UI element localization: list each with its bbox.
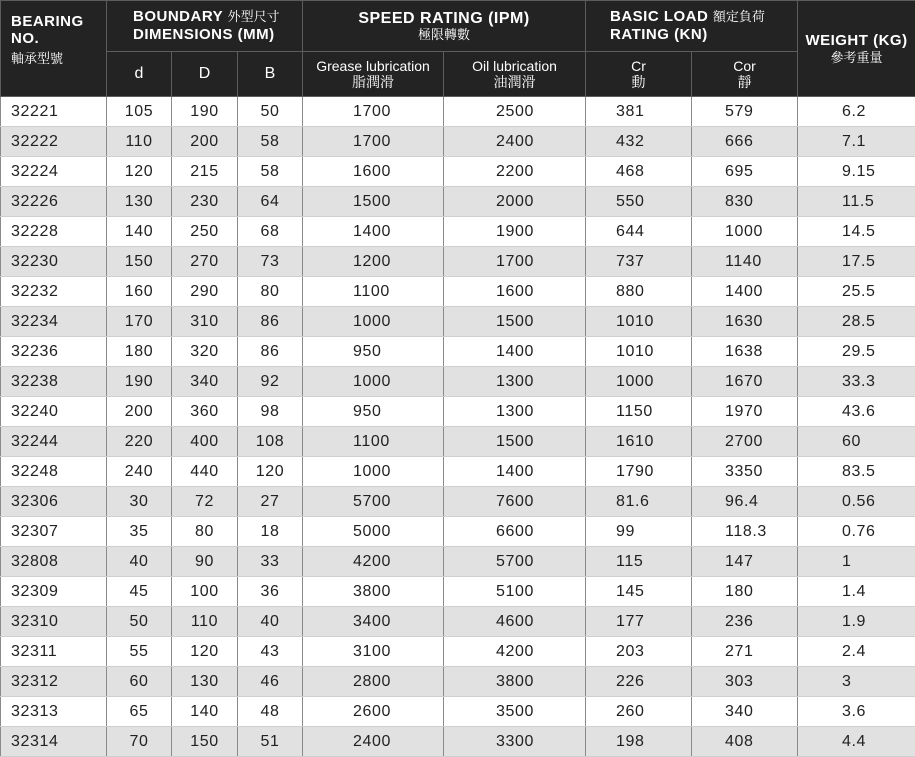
cell-cr-load: 99 [586, 517, 692, 547]
cell-width-B: 98 [238, 397, 303, 427]
cell-cr-load: 145 [586, 577, 692, 607]
cell-bearing-no: 32248 [1, 457, 107, 487]
cell-grease-speed: 3100 [303, 637, 444, 667]
cell-grease-speed: 1600 [303, 157, 444, 187]
cell-cr-load: 1010 [586, 337, 692, 367]
cell-weight: 6.2 [798, 97, 915, 127]
cell-weight: 1 [798, 547, 915, 577]
cell-oil-speed: 3800 [444, 667, 586, 697]
cell-oil-speed: 4200 [444, 637, 586, 667]
table-row [1, 577, 915, 607]
cell-weight: 4.4 [798, 727, 915, 757]
cell-width-B: 120 [238, 457, 303, 487]
cell-outer-D: 130 [172, 667, 238, 697]
header-sub-d: d [107, 52, 172, 97]
header-load [586, 1, 798, 52]
cell-bore-d: 160 [107, 277, 172, 307]
cell-oil-speed: 1900 [444, 217, 586, 247]
cell-bearing-no: 32808 [1, 547, 107, 577]
cell-cor-load: 1630 [692, 307, 798, 337]
header-bearing-no-zh: 軸承型號 [11, 51, 64, 66]
cell-weight: 9.15 [798, 157, 915, 187]
cell-weight: 60 [798, 427, 915, 457]
cell-width-B: 36 [238, 577, 303, 607]
cell-cr-load: 880 [586, 277, 692, 307]
cell-outer-D: 250 [172, 217, 238, 247]
cell-bore-d: 30 [107, 487, 172, 517]
cell-cr-load: 1010 [586, 307, 692, 337]
table-row [1, 127, 915, 157]
cell-bearing-no: 32222 [1, 127, 107, 157]
header-load-zh: 額定負荷 [712, 9, 765, 24]
cell-outer-D: 215 [172, 157, 238, 187]
cell-cr-load: 432 [586, 127, 692, 157]
cell-weight: 7.1 [798, 127, 915, 157]
cell-bore-d: 55 [107, 637, 172, 667]
cell-weight: 29.5 [798, 337, 915, 367]
cell-bearing-no: 32244 [1, 427, 107, 457]
header-sub-grease [303, 52, 444, 97]
cell-cor-load: 2700 [692, 427, 798, 457]
cell-weight: 3.6 [798, 697, 915, 727]
cell-bore-d: 130 [107, 187, 172, 217]
cell-cor-load: 1670 [692, 367, 798, 397]
cell-oil-speed: 1400 [444, 337, 586, 367]
cell-weight: 28.5 [798, 307, 915, 337]
cell-cr-load: 1790 [586, 457, 692, 487]
cell-bore-d: 35 [107, 517, 172, 547]
cell-oil-speed: 1500 [444, 427, 586, 457]
table-row [1, 667, 915, 697]
cell-grease-speed: 1000 [303, 367, 444, 397]
cell-bore-d: 120 [107, 157, 172, 187]
cell-grease-speed: 1000 [303, 457, 444, 487]
table-row [1, 637, 915, 667]
cell-cor-load: 147 [692, 547, 798, 577]
cell-outer-D: 310 [172, 307, 238, 337]
cell-width-B: 68 [238, 217, 303, 247]
cell-bearing-no: 32306 [1, 487, 107, 517]
cell-weight: 1.4 [798, 577, 915, 607]
cell-outer-D: 80 [172, 517, 238, 547]
table-row [1, 277, 915, 307]
cell-bore-d: 70 [107, 727, 172, 757]
cell-outer-D: 320 [172, 337, 238, 367]
cell-grease-speed: 1700 [303, 127, 444, 157]
cell-width-B: 27 [238, 487, 303, 517]
cell-oil-speed: 5100 [444, 577, 586, 607]
cell-width-B: 108 [238, 427, 303, 457]
cell-outer-D: 290 [172, 277, 238, 307]
cell-oil-speed: 1300 [444, 367, 586, 397]
cell-oil-speed: 1500 [444, 307, 586, 337]
cell-cr-load: 381 [586, 97, 692, 127]
cell-cor-load: 579 [692, 97, 798, 127]
cell-outer-D: 110 [172, 607, 238, 637]
cell-cr-load: 260 [586, 697, 692, 727]
header-load-en2: RATING (KN) [610, 26, 708, 43]
table-row [1, 337, 915, 367]
header-speed-en: SPEED RATING (IPM) [358, 9, 530, 27]
cell-grease-speed: 3800 [303, 577, 444, 607]
cell-oil-speed: 7600 [444, 487, 586, 517]
table-row [1, 547, 915, 577]
header-speed [303, 1, 586, 52]
cell-outer-D: 440 [172, 457, 238, 487]
cell-width-B: 43 [238, 637, 303, 667]
cell-outer-D: 72 [172, 487, 238, 517]
cell-bore-d: 170 [107, 307, 172, 337]
cell-grease-speed: 1000 [303, 307, 444, 337]
cell-cr-load: 226 [586, 667, 692, 697]
cell-outer-D: 270 [172, 247, 238, 277]
header-sub-D: D [172, 52, 238, 97]
cell-cor-load: 408 [692, 727, 798, 757]
cell-width-B: 92 [238, 367, 303, 397]
table-row [1, 247, 915, 277]
cell-outer-D: 90 [172, 547, 238, 577]
cell-weight: 83.5 [798, 457, 915, 487]
cell-bore-d: 60 [107, 667, 172, 697]
cell-width-B: 58 [238, 127, 303, 157]
cell-weight: 0.56 [798, 487, 915, 517]
table-row [1, 397, 915, 427]
cell-oil-speed: 2000 [444, 187, 586, 217]
cell-outer-D: 200 [172, 127, 238, 157]
header-boundary-zh: 外型尺寸 [227, 9, 280, 24]
header-sub-oil [444, 52, 586, 97]
cell-cor-load: 236 [692, 607, 798, 637]
cell-cr-load: 115 [586, 547, 692, 577]
cell-bearing-no: 32221 [1, 97, 107, 127]
table-row [1, 157, 915, 187]
cell-bearing-no: 32307 [1, 517, 107, 547]
cell-grease-speed: 1100 [303, 427, 444, 457]
header-boundary-en1: BOUNDARY [133, 8, 224, 25]
header-boundary-en2: DIMENSIONS (MM) [133, 26, 275, 43]
cell-cr-load: 1150 [586, 397, 692, 427]
table-row [1, 217, 915, 247]
cell-bearing-no: 32234 [1, 307, 107, 337]
cell-oil-speed: 5700 [444, 547, 586, 577]
cell-cor-load: 1140 [692, 247, 798, 277]
cell-oil-speed: 3500 [444, 697, 586, 727]
cell-cor-load: 830 [692, 187, 798, 217]
cell-grease-speed: 1100 [303, 277, 444, 307]
cell-oil-speed: 2500 [444, 97, 586, 127]
cell-weight: 14.5 [798, 217, 915, 247]
cell-bearing-no: 32238 [1, 367, 107, 397]
cell-bearing-no: 32310 [1, 607, 107, 637]
cell-cor-load: 118.3 [692, 517, 798, 547]
cell-outer-D: 230 [172, 187, 238, 217]
header-sub-grease-zh: 脂潤滑 [352, 74, 395, 90]
header-bearing-no-en2: NO. [11, 30, 40, 47]
header-sub-B: B [238, 52, 303, 97]
header-sub-cr-zh: 動 [631, 74, 646, 90]
header-bearing-no [1, 1, 107, 97]
cell-bore-d: 105 [107, 97, 172, 127]
cell-cor-load: 695 [692, 157, 798, 187]
table-row [1, 697, 915, 727]
cell-cr-load: 203 [586, 637, 692, 667]
cell-weight: 11.5 [798, 187, 915, 217]
cell-outer-D: 120 [172, 637, 238, 667]
cell-grease-speed: 950 [303, 337, 444, 367]
cell-cr-load: 644 [586, 217, 692, 247]
cell-bore-d: 45 [107, 577, 172, 607]
cell-grease-speed: 950 [303, 397, 444, 427]
cell-grease-speed: 1700 [303, 97, 444, 127]
cell-weight: 43.6 [798, 397, 915, 427]
cell-grease-speed: 2400 [303, 727, 444, 757]
header-sub-cr-en: Cr [631, 58, 646, 74]
cell-weight: 0.76 [798, 517, 915, 547]
table-body [1, 97, 915, 757]
cell-grease-speed: 1200 [303, 247, 444, 277]
table-row [1, 727, 915, 757]
cell-oil-speed: 1700 [444, 247, 586, 277]
cell-bearing-no: 32313 [1, 697, 107, 727]
cell-bearing-no: 32228 [1, 217, 107, 247]
cell-bearing-no: 32309 [1, 577, 107, 607]
cell-bore-d: 200 [107, 397, 172, 427]
table-row [1, 367, 915, 397]
table-row [1, 187, 915, 217]
cell-cr-load: 198 [586, 727, 692, 757]
cell-oil-speed: 2200 [444, 157, 586, 187]
table-header [1, 1, 915, 97]
cell-outer-D: 100 [172, 577, 238, 607]
cell-grease-speed: 5700 [303, 487, 444, 517]
cell-bore-d: 110 [107, 127, 172, 157]
header-weight-zh: 參考重量 [830, 49, 883, 65]
cell-grease-speed: 2600 [303, 697, 444, 727]
cell-width-B: 40 [238, 607, 303, 637]
cell-oil-speed: 2400 [444, 127, 586, 157]
cell-cr-load: 468 [586, 157, 692, 187]
cell-grease-speed: 1500 [303, 187, 444, 217]
cell-bearing-no: 32224 [1, 157, 107, 187]
table-row [1, 457, 915, 487]
table-row [1, 97, 915, 127]
cell-bearing-no: 32236 [1, 337, 107, 367]
cell-cor-load: 303 [692, 667, 798, 697]
cell-cor-load: 271 [692, 637, 798, 667]
header-sub-grease-en: Grease lubrication [316, 58, 430, 74]
cell-cor-load: 1400 [692, 277, 798, 307]
cell-outer-D: 360 [172, 397, 238, 427]
cell-bore-d: 180 [107, 337, 172, 367]
cell-cor-load: 340 [692, 697, 798, 727]
cell-weight: 33.3 [798, 367, 915, 397]
cell-grease-speed: 3400 [303, 607, 444, 637]
cell-width-B: 18 [238, 517, 303, 547]
cell-cr-load: 1610 [586, 427, 692, 457]
header-sub-oil-zh: 油潤滑 [493, 74, 536, 90]
cell-bore-d: 240 [107, 457, 172, 487]
cell-width-B: 64 [238, 187, 303, 217]
cell-oil-speed: 6600 [444, 517, 586, 547]
header-sub-cor-zh: 靜 [737, 74, 752, 90]
cell-bore-d: 140 [107, 217, 172, 247]
cell-grease-speed: 2800 [303, 667, 444, 697]
table-row [1, 607, 915, 637]
cell-cor-load: 96.4 [692, 487, 798, 517]
header-sub-cor [692, 52, 798, 97]
table-row [1, 487, 915, 517]
cell-width-B: 48 [238, 697, 303, 727]
cell-cr-load: 737 [586, 247, 692, 277]
cell-width-B: 33 [238, 547, 303, 577]
cell-cor-load: 3350 [692, 457, 798, 487]
cell-cr-load: 550 [586, 187, 692, 217]
header-sub-oil-en: Oil lubrication [472, 58, 557, 74]
cell-bearing-no: 32226 [1, 187, 107, 217]
cell-bore-d: 40 [107, 547, 172, 577]
cell-width-B: 51 [238, 727, 303, 757]
cell-bore-d: 220 [107, 427, 172, 457]
cell-weight: 25.5 [798, 277, 915, 307]
cell-cor-load: 1970 [692, 397, 798, 427]
cell-cr-load: 177 [586, 607, 692, 637]
cell-weight: 1.9 [798, 607, 915, 637]
cell-bore-d: 65 [107, 697, 172, 727]
cell-oil-speed: 1600 [444, 277, 586, 307]
table-row [1, 517, 915, 547]
header-boundary [107, 1, 303, 52]
cell-outer-D: 140 [172, 697, 238, 727]
table-row [1, 307, 915, 337]
header-sub-cr [586, 52, 692, 97]
cell-weight: 3 [798, 667, 915, 697]
cell-cor-load: 180 [692, 577, 798, 607]
cell-bearing-no: 32312 [1, 667, 107, 697]
cell-outer-D: 400 [172, 427, 238, 457]
cell-oil-speed: 4600 [444, 607, 586, 637]
cell-width-B: 73 [238, 247, 303, 277]
cell-bearing-no: 32230 [1, 247, 107, 277]
cell-bore-d: 50 [107, 607, 172, 637]
header-speed-zh: 極限轉數 [418, 26, 471, 42]
cell-width-B: 86 [238, 337, 303, 367]
cell-bearing-no: 32311 [1, 637, 107, 667]
table-row [1, 427, 915, 457]
header-bearing-no-en1: BEARING [11, 13, 84, 30]
cell-grease-speed: 5000 [303, 517, 444, 547]
cell-width-B: 80 [238, 277, 303, 307]
cell-oil-speed: 1400 [444, 457, 586, 487]
cell-bore-d: 190 [107, 367, 172, 397]
cell-cor-load: 1000 [692, 217, 798, 247]
cell-outer-D: 150 [172, 727, 238, 757]
cell-weight: 17.5 [798, 247, 915, 277]
cell-bore-d: 150 [107, 247, 172, 277]
cell-cr-load: 81.6 [586, 487, 692, 517]
cell-width-B: 58 [238, 157, 303, 187]
cell-oil-speed: 3300 [444, 727, 586, 757]
cell-width-B: 46 [238, 667, 303, 697]
cell-bearing-no: 32240 [1, 397, 107, 427]
cell-cr-load: 1000 [586, 367, 692, 397]
cell-grease-speed: 1400 [303, 217, 444, 247]
header-weight [798, 1, 915, 97]
cell-outer-D: 190 [172, 97, 238, 127]
cell-cor-load: 1638 [692, 337, 798, 367]
header-sub-cor-en: Cor [733, 58, 756, 74]
cell-weight: 2.4 [798, 637, 915, 667]
cell-bearing-no: 32232 [1, 277, 107, 307]
cell-width-B: 86 [238, 307, 303, 337]
cell-outer-D: 340 [172, 367, 238, 397]
cell-cor-load: 666 [692, 127, 798, 157]
cell-bearing-no: 32314 [1, 727, 107, 757]
header-weight-en: WEIGHT (KG) [805, 31, 908, 49]
cell-oil-speed: 1300 [444, 397, 586, 427]
cell-grease-speed: 4200 [303, 547, 444, 577]
cell-width-B: 50 [238, 97, 303, 127]
header-load-en1: BASIC LOAD [610, 8, 709, 25]
